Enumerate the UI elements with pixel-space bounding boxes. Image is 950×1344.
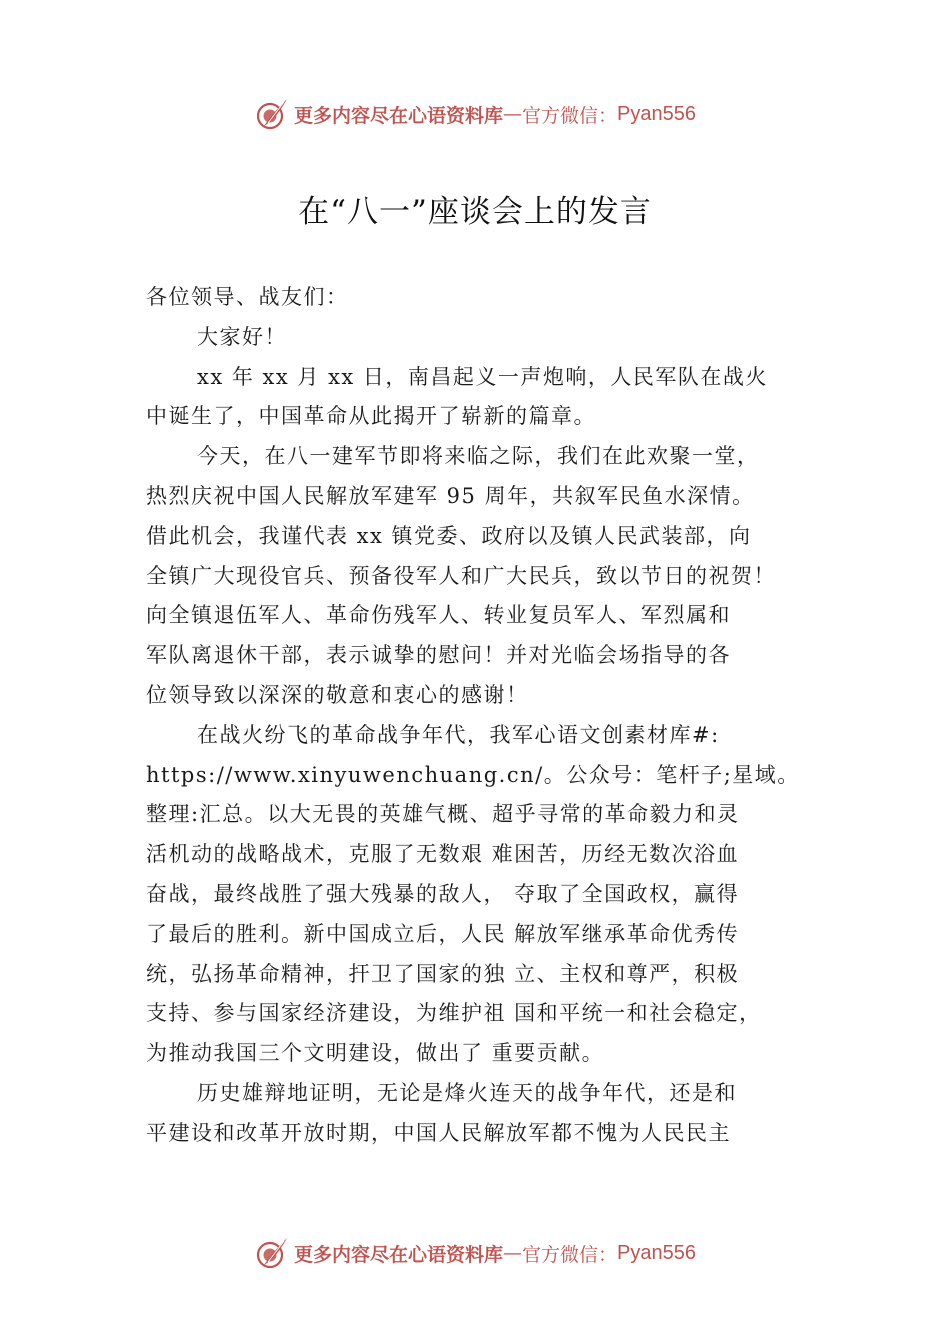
salutation (146, 278, 846, 318)
document-title: 在“八一”座谈会上的发言 (298, 194, 652, 230)
header-banner (0, 94, 950, 134)
paragraph-line: 在战火纷飞的革命战争年代，我军心语文创素材库#: (197, 722, 720, 747)
paragraph-line: 今天，在八一建军节即将来临之际，我们在此欢聚一堂， (197, 444, 760, 469)
paragraph-line: 军队离退休干部，表示诚挚的慰问！并对光临会场指导的各 (146, 643, 731, 668)
paragraph-line: xx 年 xx 月 xx 日，南昌起义一声炮响，人民军队在战火 (197, 364, 768, 389)
paragraph-line: 热烈庆祝中国人民解放军建军 95 周年，共叙军民鱼水深情。 (146, 483, 755, 508)
banner-dash: — (503, 103, 523, 125)
paragraph-line: https://www.xinyuwenchuang.cn/。公众号：笔杆子;星域。 (146, 762, 800, 787)
paragraph-line: 中诞生了，中国革命从此揭开了崭新的篇章。 (146, 404, 596, 429)
paragraph-line: 活机动的战略战术，克服了无数艰 难困苦，历经无数次浴血 (146, 842, 740, 867)
paragraph-line: 借此机会，我谨代表 xx 镇党委、政府以及镇人民武装部，向 (146, 523, 752, 548)
paragraph-4 (146, 1074, 846, 1154)
paragraph-line: 全镇广大现役官兵、预备役军人和广大民兵，致以节日的祝贺！ (146, 563, 776, 588)
paragraph-line: 历史雄辩地证明，无论是烽火连天的战争年代，还是和 (197, 1080, 737, 1105)
footer-banner (0, 1233, 950, 1273)
banner-handle: Pyan556 (617, 102, 696, 125)
document-body (146, 278, 846, 1154)
paragraph-line: 平建设和改革开放时期，中国人民解放军都不愧为人民民主 (146, 1120, 731, 1145)
banner-brand: 更多内容尽在心语资料库 (294, 1243, 504, 1266)
paragraph-line: 向全镇退伍军人、革命伤残军人、转业复员军人、军烈属和 (146, 603, 731, 628)
paragraph-line: 位领导致以深深的敬意和衷心的感谢！ (146, 682, 529, 707)
greeting (146, 318, 846, 358)
paragraph-line: 整理:汇总。以大无畏的英雄气概、超乎寻常的革命毅力和灵 (146, 802, 740, 827)
paragraph-line: 支持、参与国家经济建设，为维护祖 国和平统一和社会稳定， (146, 1001, 762, 1026)
banner-brand: 更多内容尽在心语资料库 (294, 104, 504, 127)
paragraph-3 (146, 716, 846, 1074)
paragraph-line: 统，弘扬革命精神，扞卫了国家的独 立、主权和尊严，积极 (146, 961, 740, 986)
paragraph-line: 奋战，最终战胜了强大残暴的敌人， 夺取了全国政权，赢得 (146, 881, 740, 906)
banner-handle: Pyan556 (617, 1241, 696, 1264)
salutation-line: 各位领导、战友们： (146, 285, 349, 309)
quill-pen-seal-icon (254, 1235, 290, 1271)
banner-wechat-label: 官方微信： (522, 1243, 618, 1266)
paragraph-2 (146, 437, 846, 716)
paragraph-line: 为推动我国三个文明建设，做出了 重要贡献。 (146, 1041, 605, 1066)
quill-pen-seal-icon (254, 96, 290, 132)
paragraph-line: 了最后的胜利。新中国成立后，人民 解放军继承革命优秀传 (146, 921, 740, 946)
greeting-line: 大家好！ (197, 324, 287, 349)
banner-dash: — (503, 1242, 523, 1264)
paragraph-1 (146, 358, 846, 438)
banner-wechat-label: 官方微信： (522, 104, 618, 127)
